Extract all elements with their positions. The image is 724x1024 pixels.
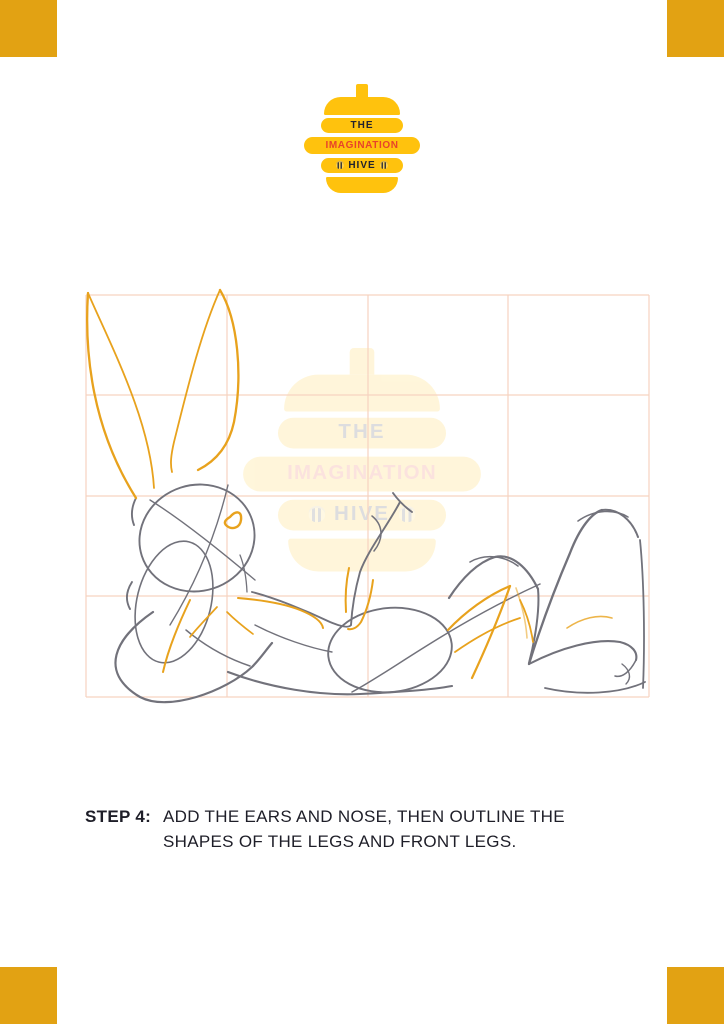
foot-top-line — [529, 641, 636, 664]
hive-dome — [324, 97, 400, 115]
step-instruction-line: SHAPES OF THE LEGS AND FRONT LEGS. — [163, 832, 517, 851]
corner-square-bottom-right — [667, 967, 724, 1024]
grid-corner-marks — [63, 282, 649, 698]
chest-outline — [346, 568, 349, 612]
hive-word: HIVE — [348, 160, 376, 171]
corner-square-top-right — [667, 0, 724, 57]
thigh-guide-line — [352, 584, 540, 692]
far-leg-edge — [640, 540, 644, 688]
cheek-mark — [240, 555, 247, 592]
back-line — [252, 592, 351, 627]
drawing-canvas — [60, 270, 670, 730]
logo-text-the: THE — [321, 118, 403, 133]
thigh-outline — [472, 586, 510, 678]
elbow-outline — [227, 612, 253, 634]
watermark-text-the: THE — [278, 418, 446, 449]
step-label: STEP 4: — [85, 807, 152, 826]
step-caption — [85, 804, 565, 854]
foot-bottom — [545, 682, 645, 693]
far-knee-top-stroke — [578, 511, 628, 521]
far-leg-outline — [567, 616, 612, 628]
logo-imagination-hive — [304, 84, 420, 193]
foot-toe-curl — [615, 660, 636, 676]
right-ear-outer — [198, 290, 238, 470]
face-guide-line — [170, 485, 228, 625]
thigh-outline — [448, 586, 510, 630]
forearm-line — [186, 630, 250, 666]
hip-oval — [324, 602, 456, 699]
step-instruction — [163, 804, 565, 854]
watermark-text-imagination: IMAGINATION — [243, 457, 481, 492]
hive-word: HIVE — [333, 503, 391, 527]
arm-outline-stroke — [163, 600, 190, 672]
belly-contour — [228, 672, 452, 694]
rabbit-construction-lines — [115, 470, 645, 702]
step-instruction-line: ADD THE EARS AND NOSE, THEN OUTLINE THE — [163, 807, 565, 826]
arm-body-guide — [255, 625, 332, 652]
rabbit-sketch — [60, 270, 670, 730]
bee-icon — [336, 162, 344, 169]
ear-base-tuft — [132, 498, 136, 525]
left-ear-inner — [88, 293, 154, 488]
bee-icon — [380, 162, 388, 169]
corner-square-bottom-left — [0, 967, 57, 1024]
muzzle-oval — [123, 533, 225, 671]
logo-text-hive — [321, 158, 403, 173]
hive-bottom — [326, 177, 398, 193]
corner-square-top-left — [0, 0, 57, 57]
arm-outline — [115, 612, 272, 702]
hive-knob — [356, 84, 368, 97]
arm-outline-stroke — [190, 607, 217, 637]
right-ear-inner — [171, 290, 220, 472]
logo-text-imagination: IMAGINATION — [304, 137, 420, 154]
far-thigh — [529, 510, 602, 664]
sketch-grid — [86, 295, 649, 697]
